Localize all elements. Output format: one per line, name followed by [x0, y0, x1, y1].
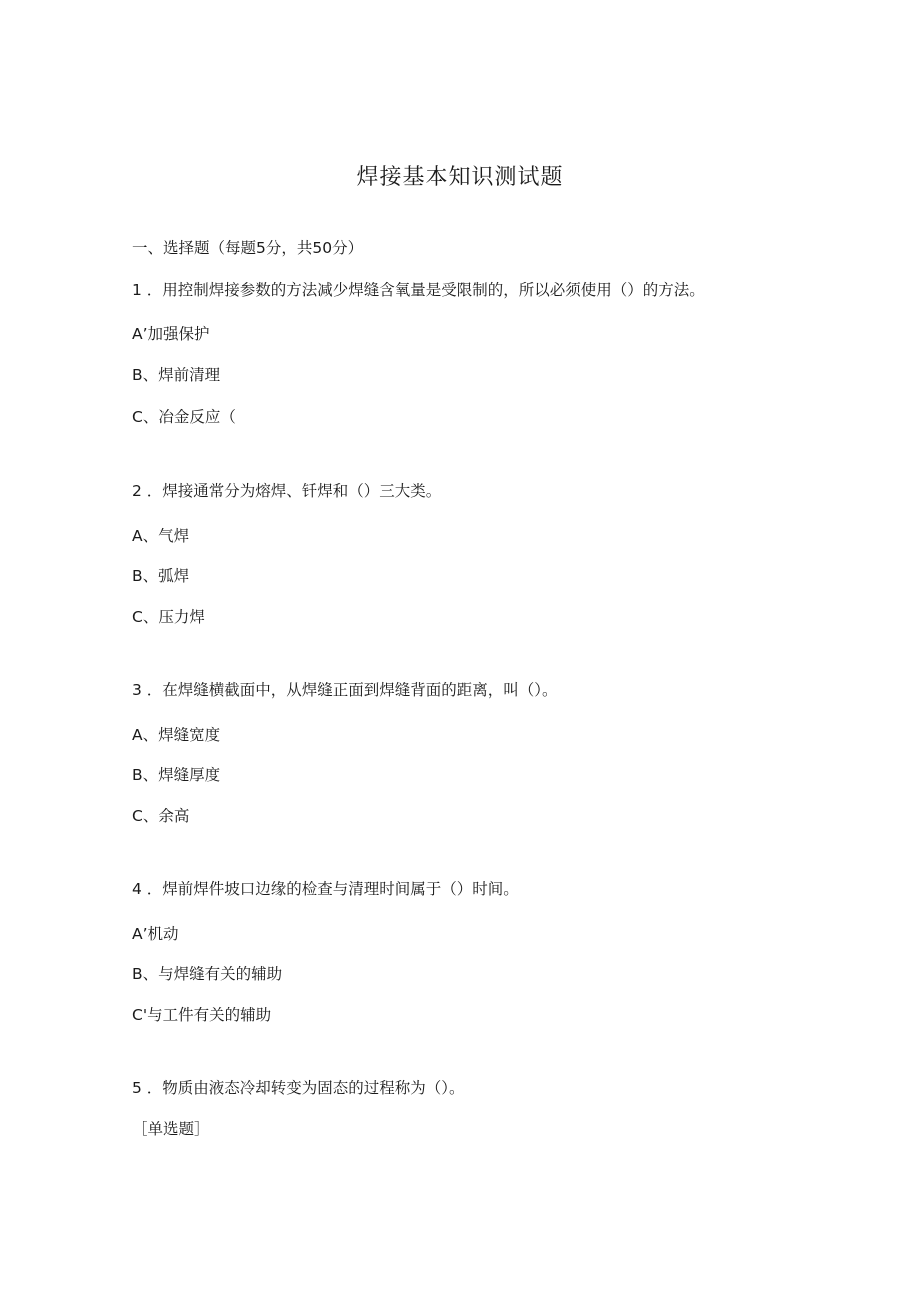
question-1-option-b: B、焊前清理: [132, 366, 221, 384]
question-2-option-a: A、气焊: [132, 527, 190, 545]
question-4-option-c: C'与工件有关的辅助: [132, 1006, 272, 1024]
question-5-stem: 5 ．物质由液态冷却转变为固态的过程称为（）。: [132, 1079, 465, 1097]
question-1-option-c: C、冶金反应（: [132, 408, 236, 426]
question-2-option-c: C、压力焊: [132, 608, 205, 626]
question-4-option-b: B、与焊缝有关的辅助: [132, 965, 283, 983]
question-2-stem: 2 ．焊接通常分为熔焊、钎焊和（）三大类。: [132, 482, 442, 500]
page-title: 焊接基本知识测试题: [356, 165, 564, 190]
question-3-option-b: B、焊缝厚度: [132, 766, 221, 784]
question-3-option-c: C、余高: [132, 807, 190, 825]
question-5-type-tag: ［单选题］: [132, 1120, 210, 1138]
question-1-stem: 1 ．用控制焊接参数的方法减少焊缝含氧量是受限制的，所以必须使用（）的方法。: [132, 281, 705, 299]
question-3-option-a: A、焊缝宽度: [132, 726, 221, 744]
question-2-option-b: B、弧焊: [132, 567, 190, 585]
question-3-stem: 3 ．在焊缝横截面中，从焊缝正面到焊缝背面的距离，叫（）。: [132, 681, 558, 699]
question-4-option-a: A’机动: [132, 925, 179, 943]
section-heading: 一、选择题（每题5分，共50分）: [132, 239, 364, 257]
question-1-option-a: A’加强保护: [132, 325, 210, 343]
question-4-stem: 4 ．焊前焊件坡口边缘的检查与清理时间属于（）时间。: [132, 880, 519, 898]
